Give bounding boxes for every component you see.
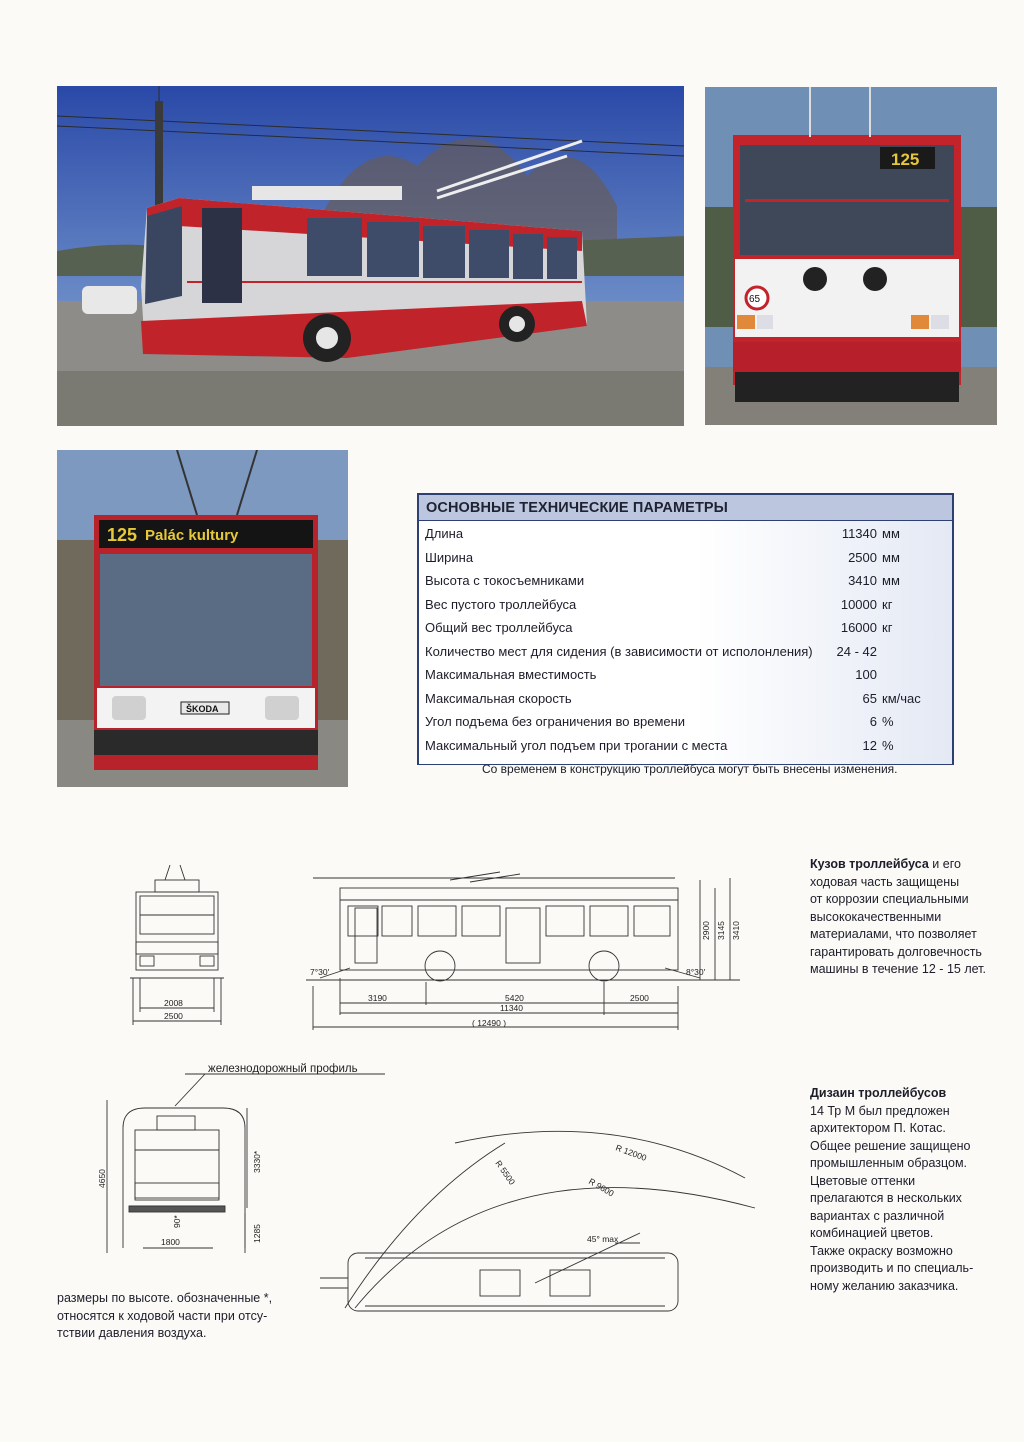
spec-row [419, 569, 952, 592]
spec-unit: кг [882, 620, 893, 635]
footnote [57, 1290, 272, 1343]
dim-height-total: 3410 [731, 921, 741, 940]
spec-row [419, 687, 952, 710]
dim-height-body: 2900 [701, 921, 711, 940]
spec-unit: % [882, 714, 894, 729]
spec-value: 10000 [840, 596, 877, 612]
dim-track-width: 1800 [161, 1237, 180, 1247]
spec-value: 11340 [841, 526, 877, 541]
dim-front-width-inner: 2008 [164, 998, 183, 1008]
spec-title: ОСНОВНЫЕ ТЕХНИЧЕСКИЕ ПАРАМЕТРЫ [419, 495, 952, 521]
body-line: от коррозии специальными [810, 892, 969, 906]
spec-unit: кг [882, 596, 893, 612]
design-line: комбинацией цветов. [810, 1226, 934, 1240]
spec-value: 3410 [848, 573, 877, 588]
spec-row [419, 710, 952, 733]
spec-unit: км/час [882, 690, 921, 706]
spec-row [419, 734, 952, 757]
spec-row [419, 663, 952, 686]
dim-radius-inner: R 5500 [493, 1158, 518, 1187]
spec-note: Со временем в конструкцию троллейбуса могут быть внесены изменения. [482, 762, 898, 776]
body-line: высококачественными [810, 909, 942, 924]
spec-label: Высота с токосъемниками [425, 573, 585, 588]
dim-height-star: 3330* [252, 1150, 262, 1173]
design-line: Общее решение защищено [810, 1138, 971, 1153]
spec-row [419, 593, 952, 616]
spec-label: Количество мест для сидения (в зависимости от исполонления) [425, 643, 813, 659]
body-line: гарантировать долговечность [810, 944, 982, 959]
speed-sign: 65 [749, 294, 761, 305]
dimension-drawing-top [120, 860, 760, 1040]
design-line: вариантах с различной [810, 1208, 945, 1223]
dim-profile-height: 4650 [97, 1169, 107, 1188]
dim-clearance: 90* [172, 1215, 182, 1228]
spec-label: Угол подъема без ограничения во времени [425, 714, 686, 729]
spec-body [419, 521, 952, 764]
spec-table [417, 493, 954, 765]
body-line: машины в течение 12 - 15 лет. [810, 962, 986, 976]
trolleybus-side-photo [57, 86, 684, 426]
body-title: Кузов троллейбуса [810, 857, 929, 871]
design-line: архитектором П. Котас. [810, 1121, 946, 1135]
dim-length-poles: ( 12490 ) [472, 1018, 507, 1028]
dim-overhang-rear: 2500 [630, 993, 649, 1003]
rear-route-display: 125 [891, 150, 920, 169]
spec-label: Общий вес троллейбуса [425, 620, 573, 635]
spec-value: 100 [855, 667, 877, 682]
front-destination: Palác kultury [145, 527, 239, 544]
spec-value: 16000 [840, 620, 877, 635]
dim-floor-height: 1285 [252, 1224, 262, 1243]
dim-pole-angle: 45° max [587, 1234, 619, 1244]
spec-label: Максимальная скорость [425, 690, 572, 706]
dim-wheelbase: 5420 [505, 993, 524, 1003]
spec-label: Максимальная вместимость [425, 667, 597, 682]
dimension-drawing-bottom [95, 1058, 785, 1328]
dim-radius-outer: R 12000 [614, 1142, 648, 1163]
dim-overhang-front: 3190 [368, 993, 387, 1003]
trolleybus-rear-photo [705, 87, 997, 425]
design-line: Цветовые оттенки [810, 1173, 916, 1188]
profile-label: железнодорожный профиль [208, 1063, 358, 1075]
dim-angle-front: 7°30' [310, 967, 330, 977]
spec-row [419, 546, 952, 569]
spec-row [419, 640, 952, 663]
design-line: ному желанию заказчика. [810, 1278, 959, 1293]
spec-unit: мм [882, 549, 900, 565]
spec-value: 2500 [848, 549, 877, 565]
footnote-line: размеры по высоте. обозначенные *, [57, 1291, 273, 1305]
spec-value: 12 [862, 737, 877, 753]
design-line: 14 Тр М был предложен [810, 1103, 950, 1118]
front-route-display: 125 [107, 525, 138, 545]
body-description [810, 856, 986, 979]
spec-label: Максимальный угол подъем при трогании с места [425, 737, 728, 753]
spec-label: Длина [425, 526, 464, 541]
spec-value: 65 [862, 690, 877, 706]
dim-radius-mid: R 9600 [587, 1176, 616, 1199]
spec-unit: мм [882, 573, 900, 588]
spec-row [419, 522, 952, 545]
spec-row [419, 616, 952, 639]
body-line: ходовая часть защищены [810, 874, 960, 889]
body-line: материалами, что позволяет [810, 927, 977, 941]
spec-label: Вес пустого троллейбуса [425, 596, 577, 612]
spec-label: Ширина [425, 549, 474, 565]
spec-unit: мм [882, 526, 900, 541]
design-line: промышленным образцом. [810, 1156, 968, 1170]
footnote-line: относятся к ходовой части при отсу- [57, 1308, 268, 1323]
trolleybus-front-photo [57, 450, 348, 787]
footnote-line: тствии давления воздуха. [57, 1326, 207, 1340]
design-line: Также окраску возможно [810, 1243, 953, 1258]
front-brand: ŠKODA [186, 704, 219, 714]
design-description [810, 1085, 973, 1295]
design-line: производить и по специаль- [810, 1261, 974, 1275]
design-title: Дизаин троллейбусов [810, 1086, 947, 1100]
dim-angle-rear: 8°30' [686, 967, 706, 977]
design-line: прелагаются в нескольких [810, 1191, 962, 1205]
body-line: и его [928, 857, 961, 871]
dim-length: 11340 [500, 1003, 524, 1013]
dim-height-roof: 3145 [716, 921, 726, 940]
spec-value: 6 [869, 714, 877, 729]
dim-front-width-outer: 2500 [164, 1011, 183, 1021]
spec-value: 24 - 42 [836, 643, 877, 659]
spec-unit: % [882, 737, 894, 753]
